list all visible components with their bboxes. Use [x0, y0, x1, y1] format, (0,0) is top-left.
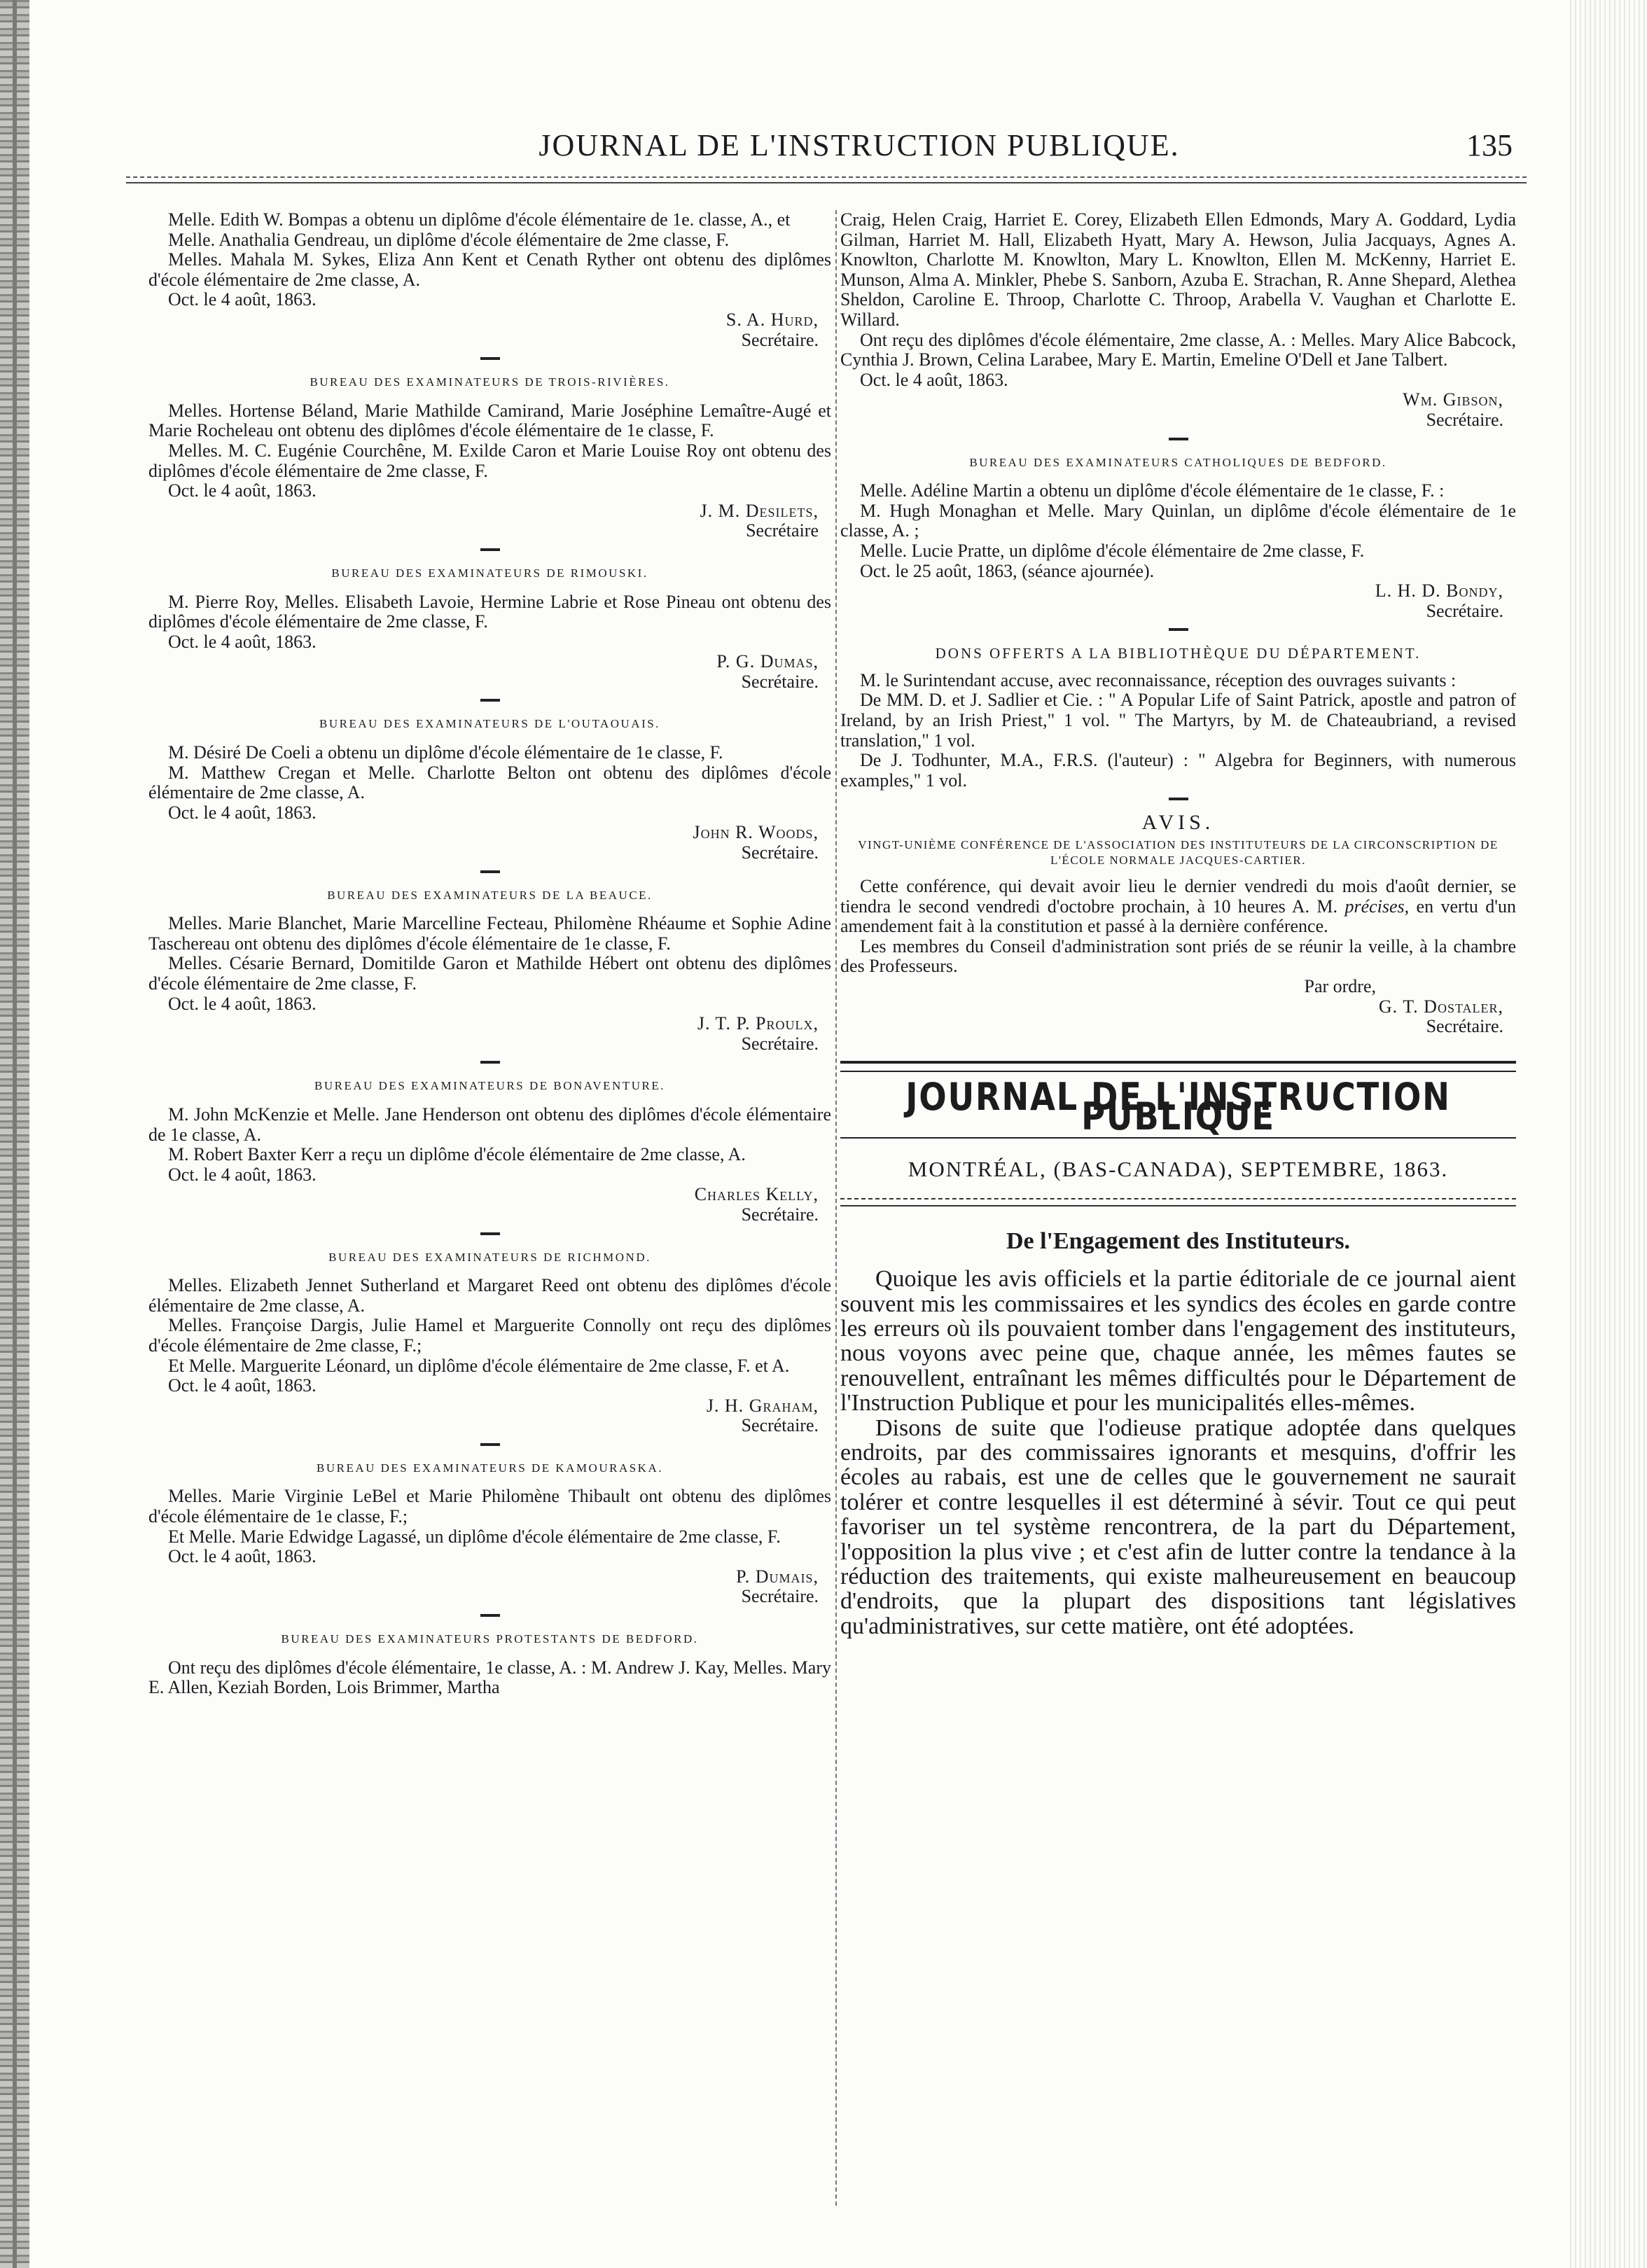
date-line: Oct. le 4 août, 1863. — [168, 631, 317, 652]
paragraph: Et Melle. Marie Edwidge Lagassé, un diplôme d'école élémentaire de 2me classe, F. — [168, 1526, 781, 1547]
date-line: Oct. le 25 août, 1863, (séance ajournée). — [860, 560, 1155, 581]
editorial-title: De l'Engagement des Instituteurs. — [1006, 1227, 1351, 1254]
paragraph: Ont reçu des diplômes d'école élémentaire, 2me classe, A. : Melles. Mary Alice Babcock, Cynthia J. Brown, Celina Larabee, Mary E. Martin, Emeline O'Dell et Jane Talbert. — [840, 329, 1516, 370]
top-rule — [126, 176, 1527, 183]
section-heading: BUREAU DES EXAMINATEURS DE KAMOURASKA. — [317, 1461, 663, 1475]
signature-title: Secrétaire. — [741, 842, 819, 863]
masthead-rule — [840, 1198, 1516, 1206]
paragraph: Melles. Elizabeth Jennet Sutherland et Margaret Reed ont obtenu des diplômes d'école élémentaire de 2me classe, A. — [148, 1275, 831, 1316]
signature-name: J. M. Desilets, — [700, 500, 819, 521]
section-dash — [1169, 438, 1188, 440]
signature-name: Charles Kelly, — [694, 1184, 819, 1205]
section-heading: BUREAU DES EXAMINATEURS DE L'OUTAOUAIS. — [319, 717, 660, 731]
section-beauce — [148, 886, 831, 1055]
section-bonaventure — [148, 1076, 831, 1225]
signature-title: Secrétaire — [746, 520, 819, 541]
section-dash — [480, 699, 500, 702]
signature-title: Secrétaire. — [741, 1415, 819, 1436]
section-dash — [480, 1061, 500, 1064]
left-column — [148, 210, 831, 1698]
date-line: Oct. le 4 août, 1863. — [168, 289, 317, 310]
masthead-rule — [840, 1061, 1516, 1072]
paragraph: Melle. Lucie Pratte, un diplôme d'école élémentaire de 2me classe, F. — [860, 540, 1365, 561]
paragraph: Quoique les avis officiels et la partie éditoriale de ce journal aient souvent mis les commissaires et les syndics des écoles en garde contre les erreurs où ils pouvaient tomber dans l'engagement des instituteurs, nous voyons avec peine que, chaque année, les mêmes fautes se renouvellent, entraînant les mêmes difficultés pour le Département de l'Instruction Publique et pour les municipalités elles-mêmes. — [840, 1266, 1516, 1417]
section-heading: BUREAU DES EXAMINATEURS DE BONAVENTURE. — [314, 1079, 665, 1093]
paragraph: Melle. Adéline Martin a obtenu un diplôme d'école élémentaire de 1e classe, F. : — [860, 480, 1445, 501]
signature-name: L. H. D. Bondy, — [1375, 580, 1503, 601]
signature-title: Secrétaire. — [1426, 600, 1503, 621]
page-number: 135 — [1466, 128, 1513, 162]
paragraph-text: Cette conférence, qui devait avoir lieu le dernier vendredi du mois d'août dernier, se tiendra le second vendredi d'octobre prochain, à 10 heures A. M. — [840, 876, 1516, 917]
section-dash — [480, 870, 500, 873]
signature-title: Secrétaire. — [1426, 409, 1503, 430]
avis-heading: AVIS. — [1141, 811, 1215, 835]
emphasis-text: précises — [1344, 896, 1405, 917]
order-line: Par ordre, — [1304, 976, 1376, 996]
running-head — [126, 127, 1527, 163]
paragraph: M. Hugh Monaghan et Melle. Mary Quinlan, un diplôme d'école élémentaire de 1e classe, A. ; — [840, 500, 1516, 541]
paragraph: M. le Surintendant accuse, avec reconnaissance, réception des ouvrages suivants : — [860, 669, 1457, 690]
signature-name: P. Dumais, — [736, 1566, 819, 1587]
section-outaouais — [148, 714, 831, 863]
paragraph: De MM. D. et J. Sadlier et Cie. : " A Popular Life of Saint Patrick, apostle and patron of Ireland, by an Irish Priest," 1 vol. " The Martyrs, by M. de Chateaubriand, a revised translation," 1 vol. — [840, 690, 1516, 751]
signature-name: Wm. Gibson, — [1403, 389, 1503, 410]
scan-right-margin — [1570, 0, 1647, 2268]
section-dash — [480, 1443, 500, 1446]
signature-title: Secrétaire. — [741, 1586, 819, 1607]
date-line: Oct. le 4 août, 1863. — [860, 369, 1008, 390]
date-line: Oct. le 4 août, 1863. — [168, 993, 317, 1014]
signature-title: Secrétaire. — [1426, 1016, 1503, 1037]
section-dash — [1169, 798, 1188, 800]
paragraph: Melles. Marie Virginie LeBel et Marie Philomène Thibault ont obtenu des diplômes d'école élémentaire de 1e classe, F.; — [148, 1486, 831, 1527]
paragraph: Melles. Marie Blanchet, Marie Marcelline Fecteau, Philomène Rhéaume et Sophie Adine Taschereau ont obtenu des diplômes d'école élémentaire de 1e classe, F. — [148, 913, 831, 954]
date-line: Oct. le 4 août, 1863. — [168, 1375, 317, 1396]
paragraph: Melle. Edith W. Bompas a obtenu un diplôme d'école élémentaire de 1e. classe, A., et — [168, 209, 791, 230]
signature-name: John R. Woods, — [693, 822, 819, 843]
section-heading: BUREAU DES EXAMINATEURS DE RICHMOND. — [328, 1250, 651, 1264]
signature-title: Secrétaire. — [741, 1204, 819, 1225]
signature-name: G. T. Dostaler, — [1378, 996, 1503, 1017]
masthead-title: JOURNAL DE L'INSTRUCTION PUBLIQUE — [905, 1074, 1451, 1139]
avis-subheading: VINGT-UNIÈME CONFÉRENCE DE L'ASSOCIATION DES INSTITUTEURS DE LA CIRCONSCRIPTION DE L'ÉCOLE NORMALE JACQUES-CARTIER. — [858, 838, 1499, 868]
section-dash — [480, 1232, 500, 1235]
paragraph-text: , en vertu d'un amendement fait à la constitution et passé à la dernière conférence. — [840, 896, 1516, 937]
paragraph: Melles. M. C. Eugénie Courchêne, M. Exilde Caron et Marie Louise Roy ont obtenu des diplômes d'école élémentaire de 2me classe, F. — [148, 440, 831, 481]
section-dash — [480, 357, 500, 360]
paragraph: M. Matthew Cregan et Melle. Charlotte Belton ont obtenu des diplômes d'école élémentaire de 2me classe, A. — [148, 762, 831, 803]
signature-name: J. T. P. Proulx, — [697, 1013, 819, 1034]
section-heading: BUREAU DES EXAMINATEURS CATHOLIQUES DE BEDFORD. — [969, 455, 1387, 469]
section-dash — [480, 1614, 500, 1617]
date-line: Oct. le 4 août, 1863. — [168, 802, 317, 823]
section-avis — [840, 813, 1516, 1036]
running-title: JOURNAL DE L'INSTRUCTION PUBLIQUE. — [538, 128, 1180, 162]
paragraph: M. Désiré De Coeli a obtenu un diplôme d'école élémentaire de 1e classe, F. — [168, 742, 723, 763]
paragraph — [840, 877, 1516, 937]
paragraph: M. Robert Baxter Kerr a reçu un diplôme d'école élémentaire de 2me classe, A. — [168, 1144, 746, 1165]
paragraph: M. Pierre Roy, Melles. Elisabeth Lavoie, Hermine Labrie et Rose Pineau ont obtenu des diplômes d'école élémentaire de 2me classe, F. — [148, 591, 831, 632]
scan-binding-edge — [0, 0, 29, 2268]
paragraph: M. John McKenzie et Melle. Jane Henderson ont obtenu des diplômes d'école élémentaire de 1e classe, A. — [148, 1104, 831, 1145]
section-dash — [480, 548, 500, 551]
paragraph: Les membres du Conseil d'administration sont priés de se réunir la veille, à la chambre des Professeurs. — [840, 935, 1516, 977]
right-column — [840, 210, 1516, 1639]
section-rimouski — [148, 564, 831, 693]
signature-name: S. A. Hurd, — [725, 309, 819, 330]
column-divider — [835, 210, 837, 2206]
signature-name: P. G. Dumas, — [716, 651, 819, 672]
paragraph: Et Melle. Marguerite Léonard, un diplôme d'école élémentaire de 2me classe, F. et A. — [168, 1355, 790, 1376]
paragraph: Craig, Helen Craig, Harriet E. Corey, Elizabeth Ellen Edmonds, Mary A. Goddard, Lydia Gilman, Harriet M. Hall, Elizabeth Hyatt, Mary A. Hewson, Julia Jacquays, Agnes A. Knowlton, Charlotte M. Knowlton, Mary L. Knowlton, Ellen M. McKenny, Harriet E. Munson, Alma A. Minkler, Phebe S. Sanborn, Azuba E. Strachan, R. Anne Shepard, Alethea Sheldon, Caroline E. Throop, Charlotte C. Throop, Arabella V. Vaughan et Charlotte E. Willard. — [840, 209, 1516, 330]
section-bedford-protestant — [148, 1629, 831, 1698]
paragraph: Disons de suite que l'odieuse pratique adoptée dans quelques endroits, par des commissaires ignorants et mesquins, d'offrir les écoles au rabais, est une de celles que le gouvernement ne saurait tolérer et contre lesquelles il est déterminé à sévir. Tout ce qui peut favoriser un tel système rencontrera, de la part du Département, l'opposition la plus vive ; et c'est afin de lutter contre la tendance à la réduction des traitements, qui existe malheureusement en beaucoup d'endroits, que la plupart des dispositions tant législatives qu'administratives, sur cette matière, ont été adoptées. — [840, 1414, 1516, 1639]
paragraph: Melles. Françoise Dargis, Julie Hamel et Marguerite Connolly ont reçu des diplômes d'école élémentaire de 2me classe, F.; — [148, 1315, 831, 1356]
signature-title: Secrétaire. — [741, 1033, 819, 1054]
date-line: Oct. le 4 août, 1863. — [168, 480, 317, 501]
dateline: MONTRÉAL, (BAS-CANADA), SEPTEMBRE, 1863. — [908, 1156, 1449, 1181]
section-dash — [1169, 628, 1188, 631]
editorial — [840, 1227, 1516, 1639]
section-heading: BUREAU DES EXAMINATEURS DE RIMOUSKI. — [331, 566, 648, 580]
section-heading: DONS OFFERTS A LA BIBLIOTHÈQUE DU DÉPARTEMENT. — [935, 645, 1422, 662]
signature-title: Secrétaire. — [741, 671, 819, 692]
section-richmond — [148, 1248, 831, 1436]
paragraph: Melles. Hortense Béland, Marie Mathilde Camirand, Marie Joséphine Lemaître-Augé et Marie Rocheleau ont obtenu des diplômes d'école élémentaire de 1e classe, F. — [148, 400, 831, 441]
section-heading: BUREAU DES EXAMINATEURS PROTESTANTS DE BEDFORD. — [281, 1632, 699, 1646]
section-dons — [840, 643, 1516, 791]
section-kamouraska — [148, 1459, 831, 1607]
paragraph: Melles. Césarie Bernard, Domitilde Garon et Mathilde Hébert ont obtenu des diplômes d'école élémentaire de 2me classe, F. — [148, 953, 831, 994]
signature-name: J. H. Graham, — [706, 1395, 819, 1416]
section-bedford-catholic — [840, 453, 1516, 622]
paragraph: Melles. Mahala M. Sykes, Eliza Ann Kent et Cenath Ryther ont obtenu des diplômes d'école élémentaire de 2me classe, A. — [148, 249, 831, 290]
date-line: Oct. le 4 août, 1863. — [168, 1164, 317, 1185]
section-heading: BUREAU DES EXAMINATEURS DE LA BEAUCE. — [327, 888, 653, 902]
section-heading: BUREAU DES EXAMINATEURS DE TROIS-RIVIÈRES. — [310, 375, 670, 389]
paragraph: Melle. Anathalia Gendreau, un diplôme d'école élémentaire de 2me classe, F. — [168, 229, 730, 250]
signature-title: Secrétaire. — [741, 329, 819, 350]
paragraph: De J. Todhunter, M.A., F.R.S. (l'auteur) : " Algebra for Beginners, with numerous examples," 1 vol. — [840, 750, 1516, 791]
section-bedford-continued — [840, 210, 1516, 431]
date-line: Oct. le 4 août, 1863. — [168, 1546, 317, 1567]
paragraph: Ont reçu des diplômes d'école élémentaire, 1e classe, A. : M. Andrew J. Kay, Melles. Mary E. Allen, Keziah Borden, Lois Brimmer, Martha — [148, 1657, 831, 1698]
section-intro — [148, 210, 831, 350]
section-trois-rivieres — [148, 373, 831, 541]
